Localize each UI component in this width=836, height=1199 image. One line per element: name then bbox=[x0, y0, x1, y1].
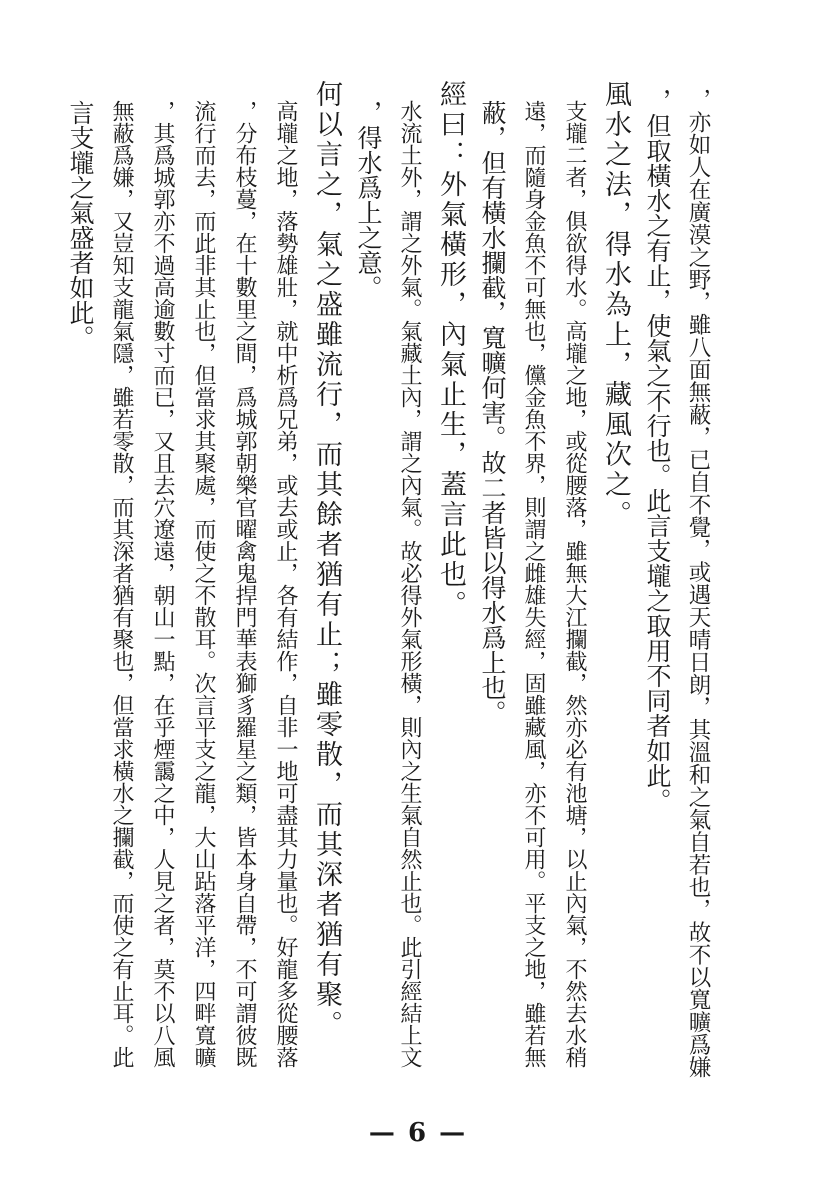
classic-quote-heading-3: 何以言之，氣之盛雖流行，而其餘者猶有止；雖零散，而其深者猶有聚。 bbox=[311, 80, 342, 1040]
text-column-12: ，分布枝蔓，在十數里之間，爲城郭朝樂官曜禽鬼捍門華表獅豸羅星之類，皆本身自帶，不可謂彼既 bbox=[232, 100, 257, 1068]
text-column-11: 高壠之地，落勢雄壯，就中析爲兄弟，或去或止，各有結作，自非一地可盡其力量也。好龍多從腰落 bbox=[273, 100, 298, 1068]
text-column-9: ，得水爲上之意。 bbox=[354, 100, 383, 300]
text-column-16: 言支壠之氣盛者如此。 bbox=[66, 100, 95, 350]
text-column-8: 水流土外，謂之外氣。氣藏土內，謂之內氣。故必得外氣形橫，則內之生氣自然止也。此引經結上文 bbox=[397, 100, 422, 1068]
text-column-2: ，但取橫水之有止，使氣之不行也。此言支壠之取用不同者如此。 bbox=[643, 88, 672, 813]
text-column-14: ，其爲城郭亦不過高逾數寸而已，又且去穴遼遠，朝山一點，在乎煙靄之中，人見之者，莫不以八風 bbox=[150, 100, 175, 1068]
text-column-5: 遠，而隨身金魚不可無也，儻金魚不界，則謂之雌雄失經，固雖藏風，亦不可用。平支之地，雖若無 bbox=[521, 100, 546, 1068]
text-column-6: 蔽，但有橫水攔截，寬曠何害。故二者皆以得水爲上也。 bbox=[478, 100, 507, 725]
text-column-15: 無蔽爲嫌，又豈知支龍氣隱，雖若零散，而其深者猶有聚也，但當求橫水之攔截，而使之有止耳。此 bbox=[109, 100, 134, 1068]
text-column-13: 流行而去，而此非其止也，但當求其聚處，而使之不散耳。次言平支之龍，大山跕落平洋，四畔寬曠 bbox=[191, 100, 216, 1068]
text-column-4: 支壠二者，俱欲得水。高壠之地，或從腰落，雖無大江攔截，然亦必有池塘，以止內氣，不然去水稍 bbox=[562, 100, 587, 1068]
classic-quote-heading-2: 經曰：外氣橫形，內氣止生，蓋言此也。 bbox=[435, 80, 466, 620]
page-number: — 6 — bbox=[368, 1118, 468, 1148]
text-column-1: ，亦如人在廣漠之野，雖八面無蔽，已自不覺，或遇天晴日朗，其溫和之氣自若也，故不以寬曠爲嫌 bbox=[685, 88, 711, 1078]
classic-quote-heading-1: 風水之法，得水為上，藏風次之。 bbox=[600, 80, 631, 530]
